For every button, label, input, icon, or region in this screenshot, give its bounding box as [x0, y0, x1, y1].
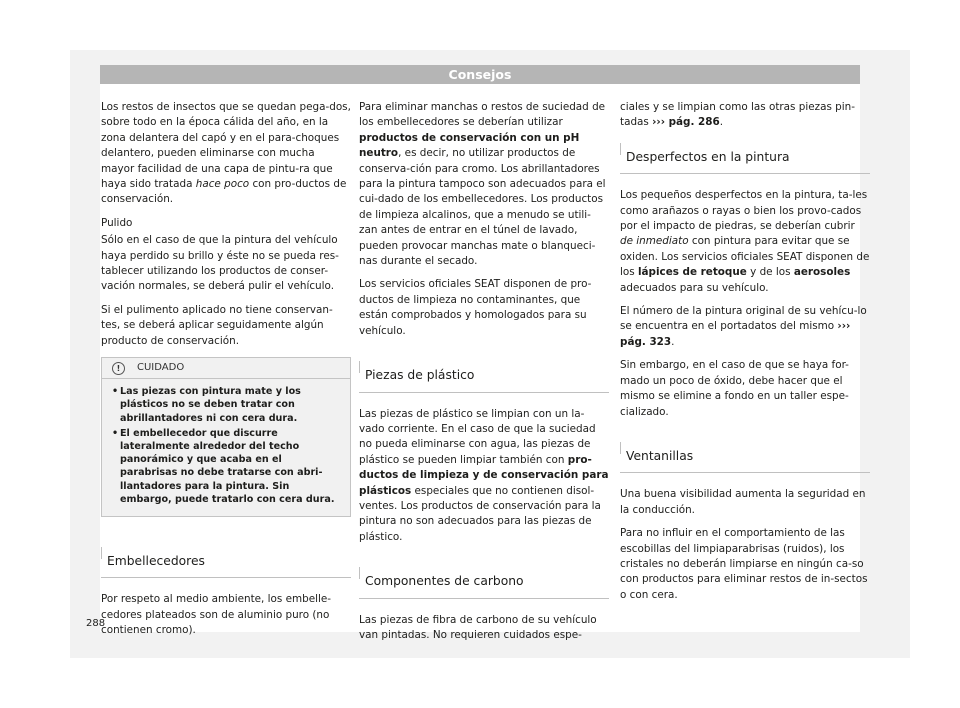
text: Las piezas de plástico se limpian con un la-vado corriente. En el caso de que la suciedad no pueda eliminarse con agua, las piezas de plástico se pueden limpiar también con: [359, 407, 596, 466]
warning-header: [102, 358, 350, 379]
bold-text: lápices de retoque: [637, 266, 747, 279]
text: con pro-ductos de conservación.: [101, 178, 347, 206]
info-icon: !: [112, 362, 125, 375]
insects-paragraph: [101, 100, 351, 208]
text: especiales que no contienen disol-ventes. Los productos de conservación para la pintura no son adecuados para las piezas de plástico.: [359, 484, 601, 543]
text: .: [671, 335, 675, 348]
column-1: [101, 100, 351, 647]
ventanillas-paragraph-1: Una buena visibilidad aumenta la seguridad en la conducción.: [620, 488, 866, 516]
text: Para eliminar manchas o restos de suciedad de los embellecedores se deberían utilizar: [359, 101, 606, 129]
desperfectos-paragraph-3: Sin embargo, en el caso de que se haya for-mado un poco de óxido, debe hacer que el mismo se elimine a fondo en un taller espe-cializado.: [620, 359, 849, 418]
text: .: [719, 116, 724, 129]
warning-item-text: El embellecedor que discurre lateralmente alrededor del techo panorámico y que acaba en el parabrisas no debe tratarse con abri-llantadores para la pintura. Sin embargo, puede tratarlo con cera dura.: [120, 427, 335, 505]
text: Los pequeños desperfectos en la pintura, ta-les como arañazos o rayas o bien los provo-cados por el impacto de piedras, se deberían cubrir: [620, 189, 868, 233]
pulido-paragraph-2: Si el pulimento aplicado no tiene conservan-tes, se deberá aplicar seguidamente algún producto de conservación.: [101, 303, 333, 347]
text: adecuados para su vehículo.: [620, 281, 769, 294]
warning-box: [101, 357, 351, 517]
warning-item-text: Las piezas con pintura mate y los plásticos no se deben tratar con abrillantadores ni con cera dura.: [120, 386, 301, 424]
emphasis: de inmediato: [620, 235, 689, 248]
ventanillas-paragraph-2: Para no influir en el comportamiento de las escobillas del limpiaparabrisas (ruidos), los cristales no deberán limpiarse en ningún ca-so con productos para eliminar restos de in-sectos o con cera.: [620, 527, 868, 601]
heading-embellecedores: Embellecedores: [101, 547, 351, 578]
page-title: Consejos: [448, 67, 512, 82]
page-reference-link[interactable]: ››› pág. 286: [652, 116, 720, 129]
emphasis: hace poco: [195, 178, 250, 191]
warning-item: [112, 385, 342, 425]
text: , es decir, no utilizar productos de conserva-ción para cromo. Los abrillantadores para la pintura tampoco son adecuados para el cui-dado de los embellecedores. Los productos de limpieza alcalinos, que a menudo se utili-zan antes de entrar en el túnel de lavado, pueden provocar manchas mate o blanqueci-nas durante el secado.: [359, 147, 606, 268]
bullet-icon: •: [112, 386, 119, 398]
text: Los restos de insectos que se quedan pega-dos, sobre todo en la época cálida del año, en la zona delantera del capó y en el para-choques delantero, pueden eliminarse con mucha mayor facilidad de una capa de pintu-ra que haya sido tratada: [101, 101, 351, 191]
plastico-paragraph: [359, 407, 609, 546]
bold-text: productos de conservación con un pH neutro: [359, 131, 580, 160]
pulido-paragraph-1: Sólo en el caso de que la pintura del vehículo haya perdido su brillo y éste no se pueda res-tablecer utilizando los productos de conser-vación normales, se deberá pulir el vehículo.: [101, 234, 339, 293]
warning-label: CUIDADO: [137, 362, 185, 374]
text: con pintura para evitar que se oxiden. Los servicios oficiales SEAT disponen de los: [620, 235, 870, 279]
bold-text: pro-ductos de limpieza y de conservación para plásticos: [359, 453, 609, 497]
desperfectos-paragraph-1: [620, 188, 870, 296]
column-3: [620, 100, 870, 611]
text: y de los: [746, 266, 794, 279]
warning-list: [102, 379, 350, 516]
heading-desperfectos: Desperfectos en la pintura: [620, 143, 870, 174]
heading-ventanillas: Ventanillas: [620, 442, 870, 473]
embellecedores-cleaning-paragraph: [359, 100, 609, 269]
seat-products-paragraph: Los servicios oficiales SEAT disponen de pro-ductos de limpieza no contaminantes, que están comprobados y homologados para su vehículo.: [359, 278, 592, 337]
pulido-title: Pulido: [101, 216, 133, 229]
desperfectos-paragraph-2: [620, 304, 870, 350]
carbono-continued-paragraph: [620, 100, 870, 131]
heading-plastico: Piezas de plástico: [359, 361, 609, 392]
carbono-paragraph: Las piezas de fibra de carbono de su vehículo van pintadas. No requieren cuidados espe-: [359, 613, 597, 641]
text: El número de la pintura original de su vehícu-lo se encuentra en el portadatos del mismo: [620, 305, 867, 333]
column-2: [359, 100, 609, 651]
bold-text: aerosoles: [793, 266, 851, 279]
heading-carbono: Componentes de carbono: [359, 567, 609, 598]
page-number: 288: [86, 618, 106, 629]
page-reference-link[interactable]: ››› pág. 323: [620, 320, 851, 348]
text: ciales y se limpian como las otras piezas pin-tadas: [620, 101, 855, 129]
embellecedores-paragraph: Por respeto al medio ambiente, los embelle-cedores plateados son de aluminio puro (no contienen cromo).: [101, 593, 332, 637]
warning-item: [112, 427, 342, 506]
bullet-icon: •: [112, 427, 119, 439]
